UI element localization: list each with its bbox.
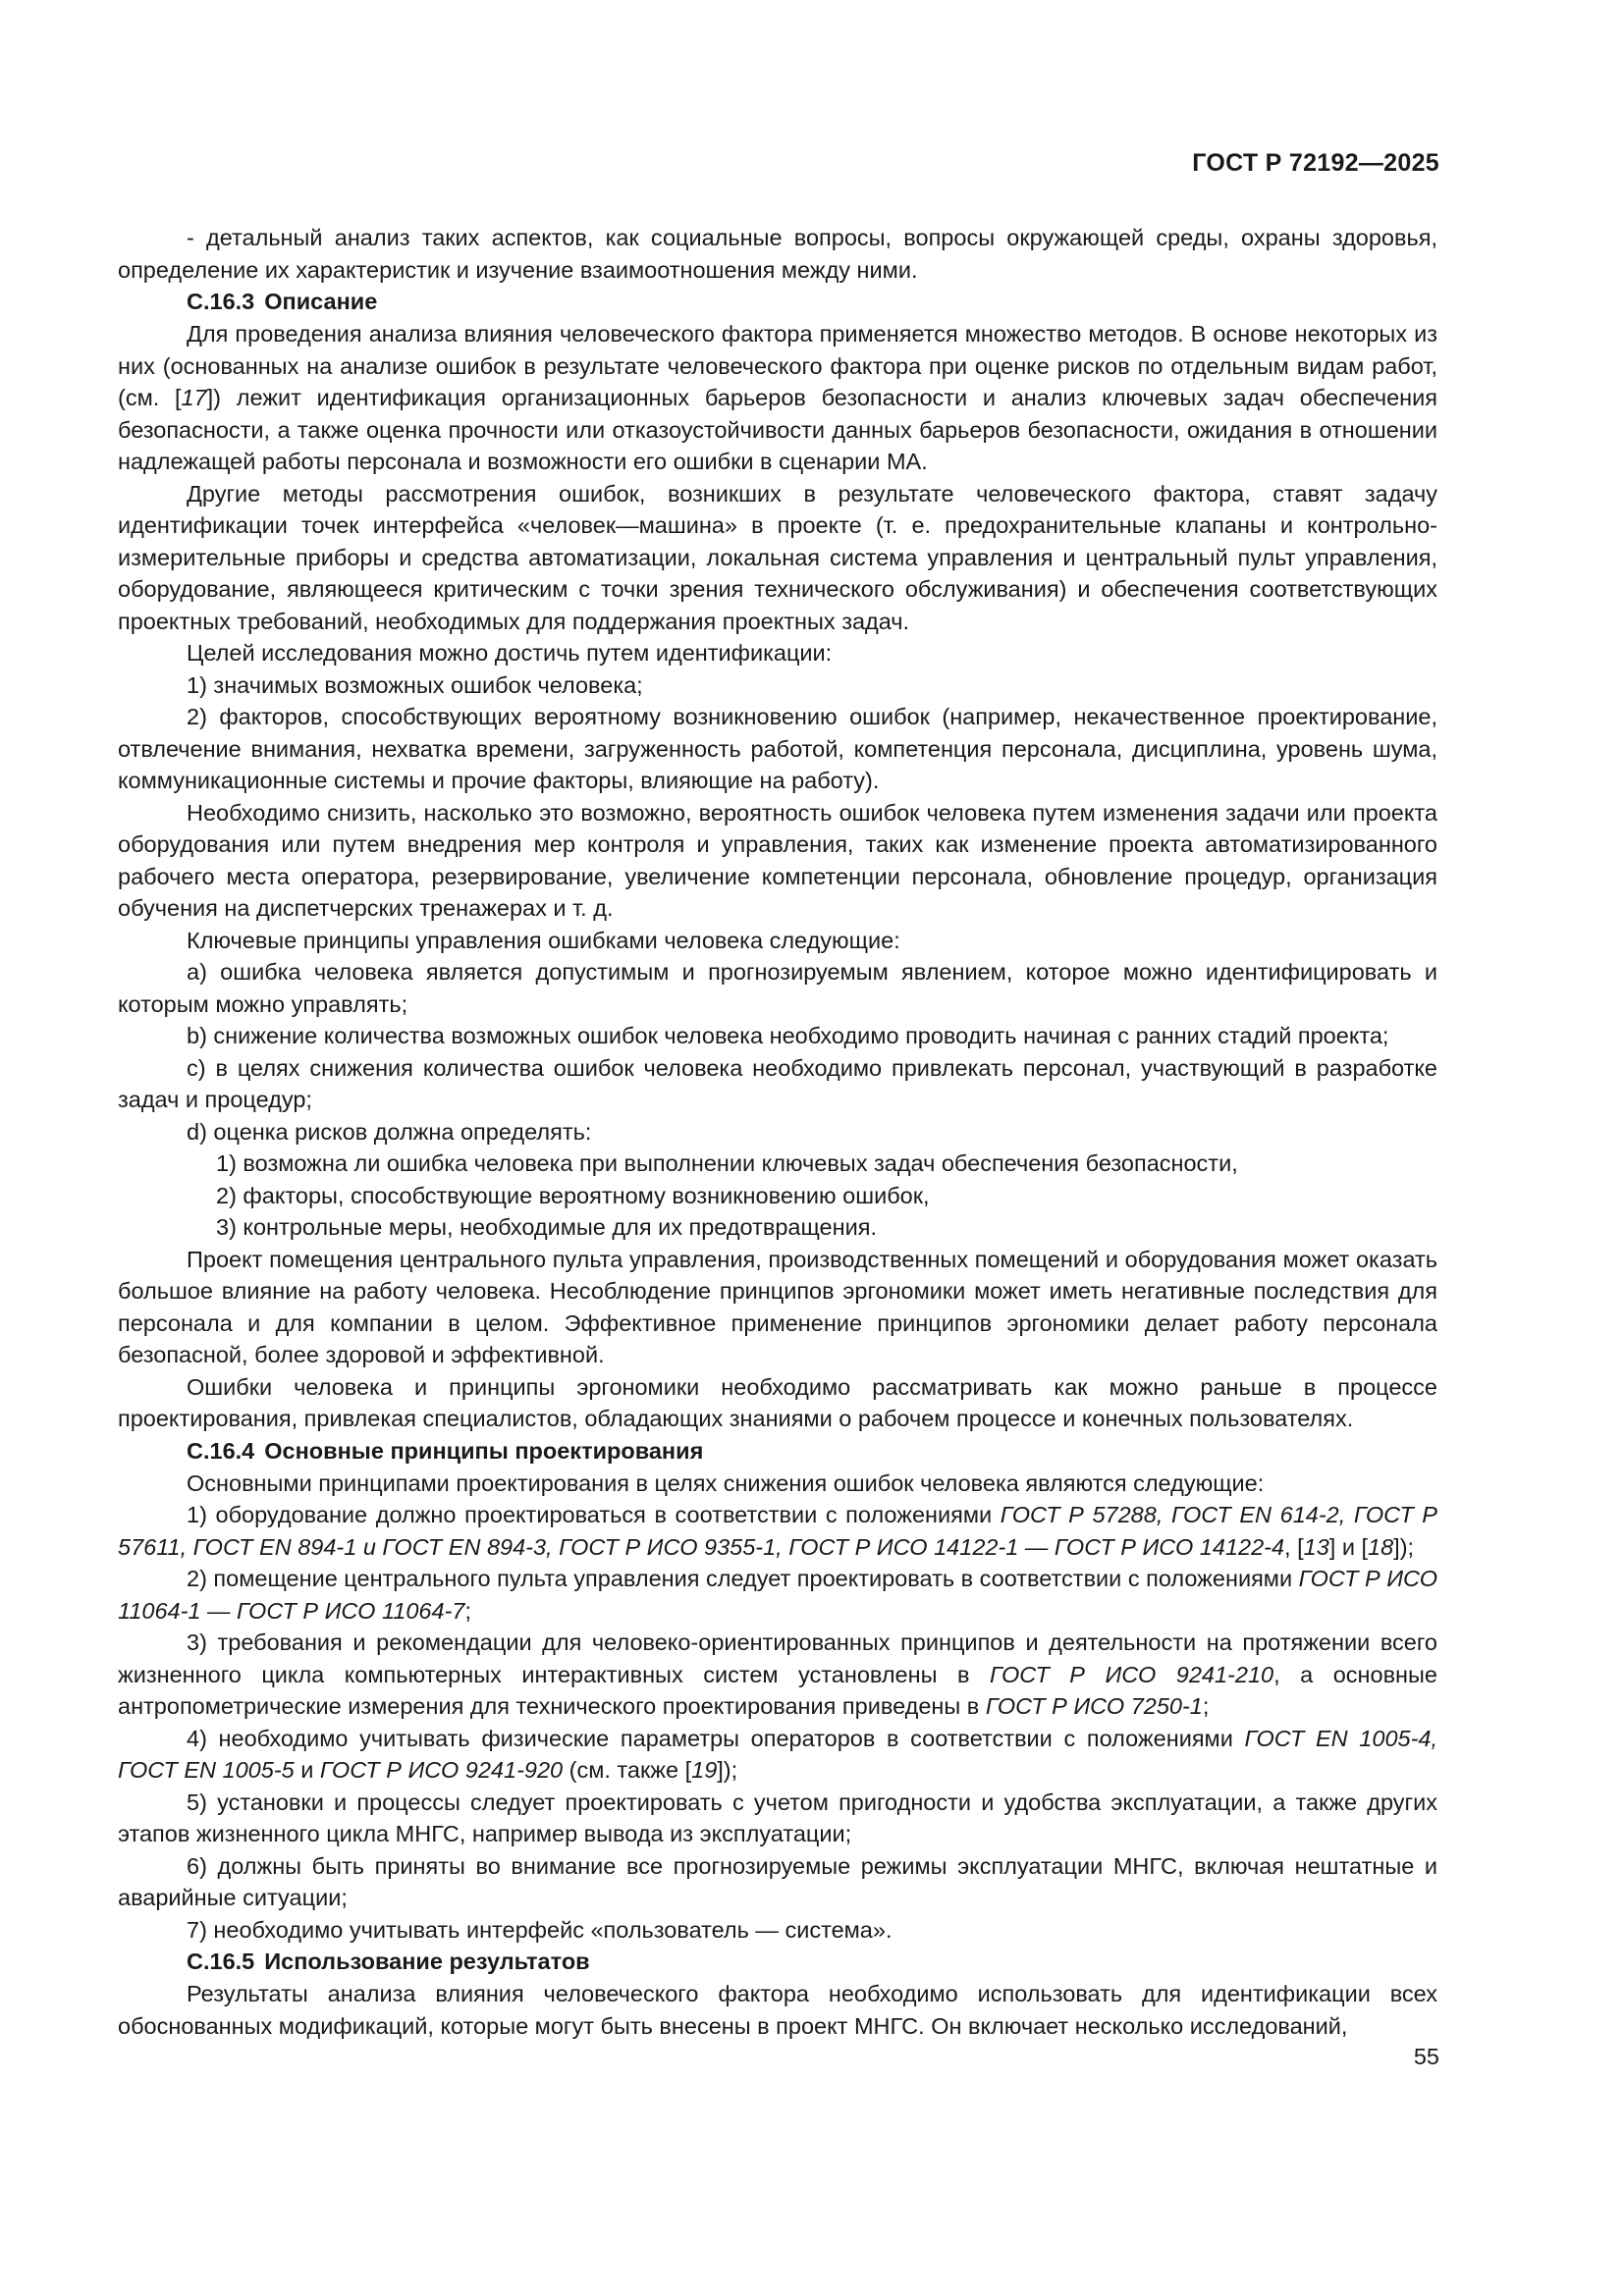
- text-run: и: [294, 1757, 320, 1783]
- section-title: Основные принципы проектирования: [264, 1437, 704, 1464]
- text-run: ;: [464, 1597, 471, 1624]
- text-run: Для проведения анализа влияния человеческого фактора применяется множество методов. В основе некоторых из них (основанных на анализе ошибок в результате человеческого фактора при оценке рисков по отдельным видам работ, (см. [: [118, 321, 1437, 410]
- paragraph: Другие методы рассмотрения ошибок, возникших в результате человеческого фактора, ставят задачу идентификации точек интерфейса «человек—машина» в проекте (т. е. предохранительные клапаны и контрольно-измерительные приборы и средства автоматизации, локальная система управления и центральный пульт управления, оборудование, являющееся критическим с точки зрения технического обслуживания) и обеспечения соответствующих проектных требований, необходимых для поддержания проектных задач.: [118, 480, 1437, 634]
- paragraph: Необходимо снизить, насколько это возможно, вероятность ошибок человека путем изменения задачи или проекта оборудования или путем внедрения мер контроля и управления, таких как изменение проекта автоматизированного рабочего места оператора, резервирование, увеличение компетенции персонала, обновление процедур, организация обучения на диспетчерских тренажерах и т. д.: [118, 799, 1437, 921]
- paragraph: Основными принципами проектирования в целях снижения ошибок человека являются следующие:: [187, 1469, 1265, 1496]
- text-run: ] и [: [1328, 1533, 1369, 1560]
- text-run: ]);: [717, 1757, 738, 1783]
- paragraph: Проект помещения центрального пульта управления, производственных помещений и оборудования может оказать большое влияние на работу человека. Несоблюдение принципов эргономики может иметь негативные последствия для персонала и для компании в целом. Эффективное применение принципов эргономики делает работу персонала безопасной, более здоровой и эффективной.: [118, 1246, 1437, 1367]
- text-run: 4) необходимо учитывать физические параметры операторов в соответствии с положениями: [187, 1725, 1245, 1751]
- text-run: ]) лежит идентификация организационных барьеров безопасности и анализ ключевых задач обеспечения безопасности, а также оценка прочности или отказоустойчивости данных барьеров безопасности, ожидания в отношении надлежащей работы персонала и возможности его ошибки в сценарии МА.: [118, 385, 1437, 474]
- section-title: Описание: [264, 289, 378, 314]
- list-item: [118, 1723, 1437, 1787]
- reference-number: 13: [1303, 1533, 1329, 1560]
- sub-list-item: 1) возможна ли ошибка человека при выполнении ключевых задач обеспечения безопасности,: [216, 1150, 1238, 1176]
- list-item: 1) значимых возможных ошибок человека;: [187, 671, 643, 698]
- standard-reference: ГОСТ Р 57288, ГОСТ EN 614-2, ГОСТ Р 57611, ГОСТ EN 894-1 и ГОСТ EN 894-3, ГОСТ Р ИСО 9355-1, ГОСТ Р ИСО 14122-1 — ГОСТ Р ИСО 14122-4: [118, 1502, 1437, 1560]
- reference-number: 19: [691, 1757, 718, 1783]
- text-run: , [: [1284, 1533, 1304, 1560]
- list-item: a) ошибка человека является допустимым и прогнозируемым явлением, которое можно идентифицировать и которым можно управлять;: [118, 959, 1437, 1017]
- section-heading-c16-4: [118, 1435, 1437, 1468]
- standard-reference: ГОСТ Р ИСО 11064-1 — ГОСТ Р ИСО 11064-7: [118, 1566, 1437, 1624]
- reference-number: 17: [181, 385, 207, 410]
- list-item: [118, 1627, 1437, 1723]
- text-run: 1) оборудование должно проектироваться в соответствии с положениями: [187, 1502, 1001, 1527]
- text-run: ;: [1202, 1693, 1210, 1719]
- paragraph: [118, 318, 1437, 478]
- paragraph: - детальный анализ таких аспектов, как социальные вопросы, вопросы окружающей среды, охраны здоровья, определение их характеристик и изучение взаимоотношения между ними.: [118, 225, 1437, 283]
- paragraph: Целей исследования можно достичь путем идентификации:: [187, 640, 833, 666]
- sub-list-item: 3) контрольные меры, необходимые для их предотвращения.: [216, 1214, 877, 1240]
- sub-list-item: 2) факторы, способствующие вероятному возникновению ошибок,: [216, 1182, 930, 1208]
- paragraph: Ошибки человека и принципы эргономики необходимо рассматривать как можно раньше в процессе проектирования, привлекая специалистов, обладающих знаниями о рабочем процессе и конечных пользователях.: [118, 1373, 1437, 1431]
- page-body: [118, 222, 1437, 2042]
- section-number: С.16.3: [187, 289, 255, 314]
- list-item: [118, 1563, 1437, 1627]
- text-run: , а основные антропометрические измерения для технического проектирования приведены в: [118, 1661, 1437, 1719]
- list-item: 5) установки и процессы следует проектировать с учетом пригодности и удобства эксплуатации, а также других этапов жизненного цикла МНГС, например вывода из эксплуатации;: [118, 1789, 1437, 1846]
- list-item: 2) факторов, способствующих вероятному возникновению ошибок (например, некачественное проектирование, отвлечение внимания, нехватка времени, загруженность работой, компетенция персонала, дисциплина, уровень шума, коммуникационные системы и прочие факторы, влияющие на работу).: [118, 704, 1437, 793]
- list-item: c) в целях снижения количества ошибок человека необходимо привлекать персонал, участвующий в разработке задач и процедур;: [118, 1054, 1437, 1112]
- text-run: 3) требования и рекомендации для человеко-ориентированных принципов и деятельности на протяжении всего жизненного цикла компьютерных интерактивных систем установлены в: [118, 1629, 1437, 1687]
- reference-number: 18: [1368, 1533, 1394, 1560]
- section-heading-c16-5: [118, 1946, 1437, 1978]
- list-item: 6) должны быть приняты во внимание все прогнозируемые режимы эксплуатации МНГС, включая нештатные и аварийные ситуации;: [118, 1852, 1437, 1910]
- text-run: ]);: [1393, 1533, 1415, 1560]
- standard-reference: ГОСТ EN 1005-4, ГОСТ EN 1005-5: [118, 1725, 1438, 1783]
- list-item: d) оценка рисков должна определять:: [187, 1118, 592, 1145]
- section-number: С.16.4: [187, 1437, 255, 1464]
- standard-reference: ГОСТ Р ИСО 7250-1: [985, 1693, 1203, 1719]
- standard-reference: ГОСТ Р ИСО 9241-920: [319, 1757, 564, 1783]
- paragraph: Ключевые принципы управления ошибками человека следующие:: [187, 927, 900, 953]
- standard-reference: ГОСТ Р ИСО 9241-210: [989, 1661, 1274, 1687]
- text-run: 2) помещение центрального пульта управления следует проектировать в соответствии с положениями: [187, 1566, 1299, 1591]
- section-number: С.16.5: [187, 1949, 255, 1974]
- document-code: ГОСТ Р 72192—2025: [1192, 149, 1439, 177]
- section-heading-c16-3: [118, 286, 1437, 318]
- list-item: b) снижение количества возможных ошибок человека необходимо проводить начиная с ранних стадий проекта;: [187, 1023, 1389, 1048]
- paragraph: Результаты анализа влияния человеческого фактора необходимо использовать для идентификации всех обоснованных модификаций, которые могут быть внесены в проект МНГС. Он включает несколько исследований,: [118, 1981, 1437, 2039]
- section-title: Использование результатов: [264, 1949, 590, 1974]
- page-number: 55: [1413, 2044, 1439, 2069]
- text-run: (см. также [: [563, 1757, 692, 1783]
- list-item: [118, 1499, 1437, 1563]
- list-item: 7) необходимо учитывать интерфейс «пользователь — система».: [187, 1916, 893, 1943]
